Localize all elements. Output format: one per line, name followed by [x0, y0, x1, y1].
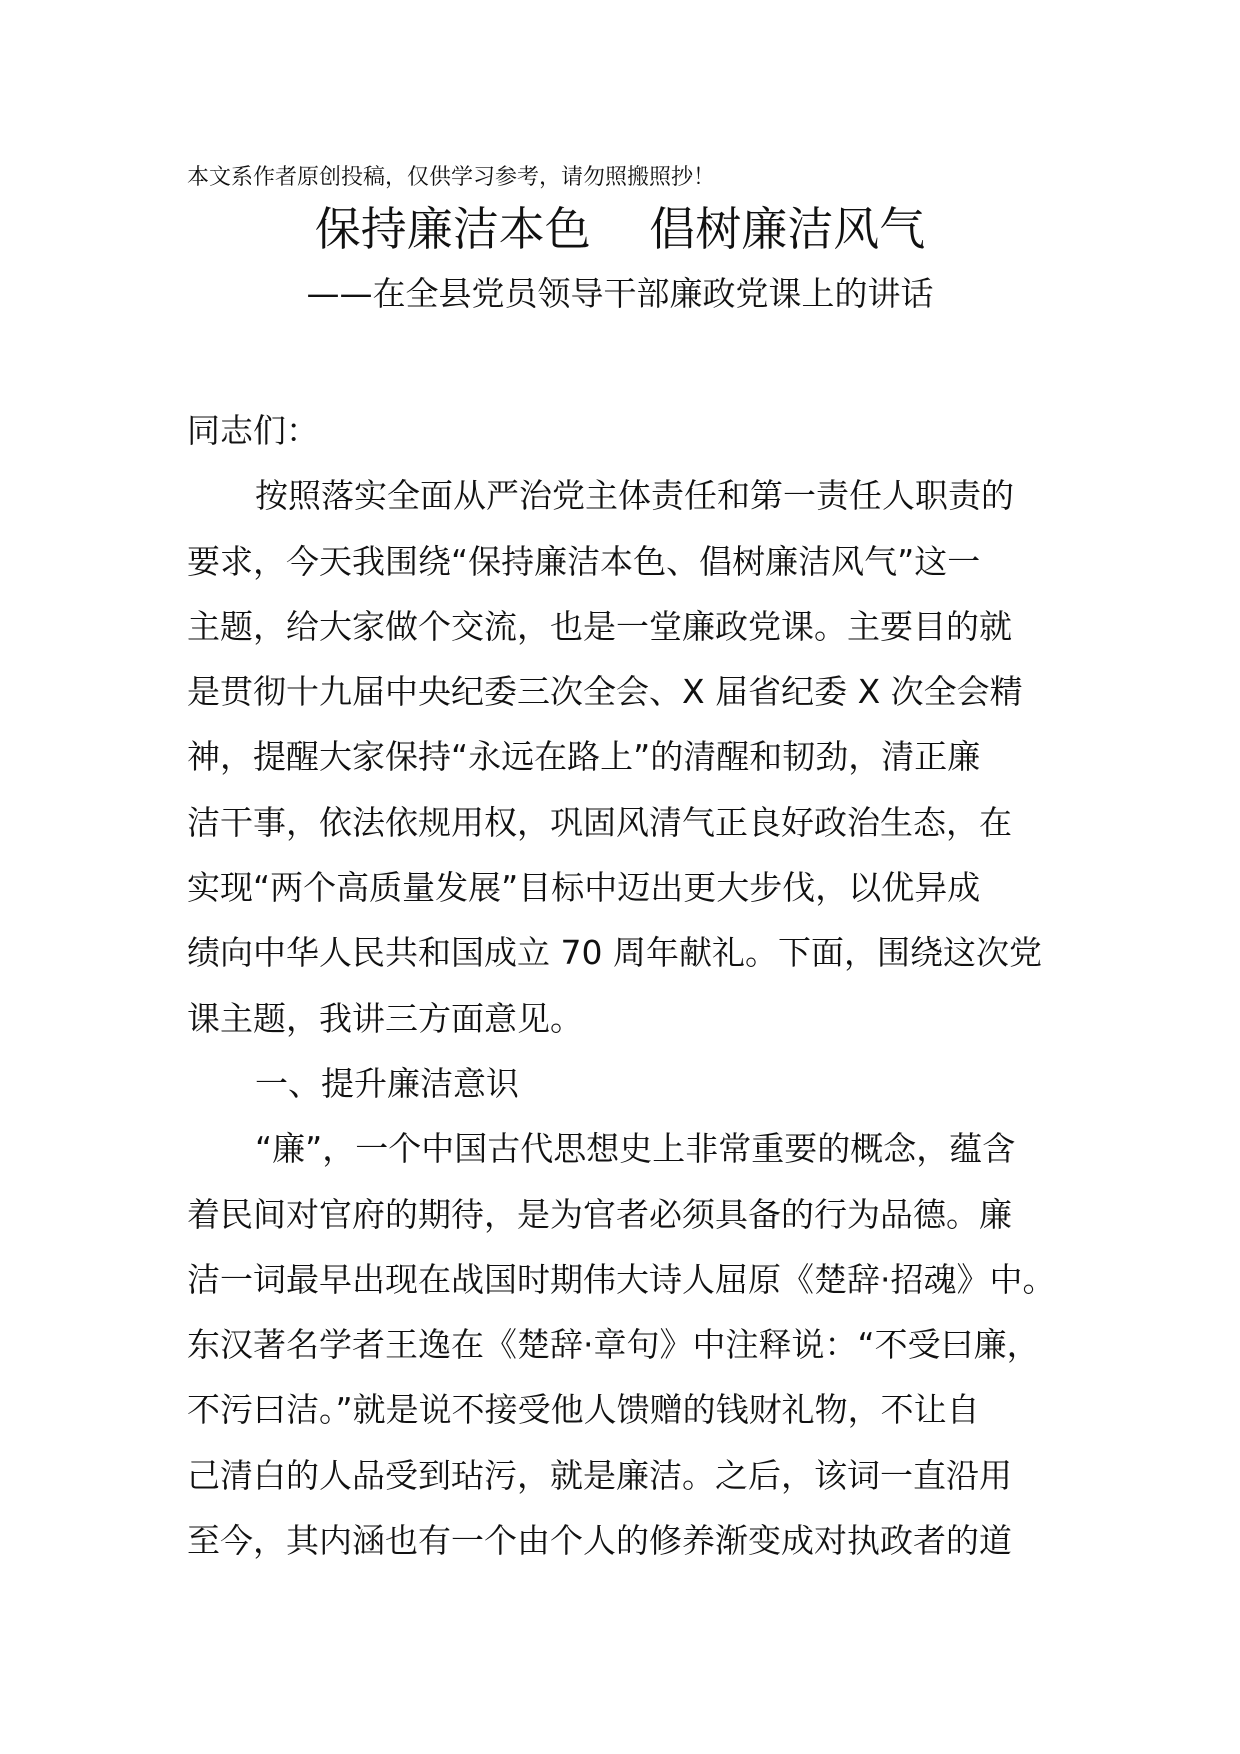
- salutation: 同志们：: [187, 411, 319, 450]
- section-heading: 一、提升廉洁意识: [255, 1063, 519, 1103]
- body-line: 要求，今天我围绕“保持廉洁本色、倡树廉洁风气”这一: [187, 541, 981, 581]
- body-line: 着民间对官府的期待，是为官者必须具备的行为品德。廉: [187, 1194, 1012, 1234]
- body-line: 实现“两个高质量发展”目标中迈出更大步伐，以优异成: [187, 868, 981, 908]
- body-line: 不污曰洁。”就是说不接受他人馈赠的钱财礼物，不让自: [187, 1390, 980, 1430]
- body-line: 神，提醒大家保持“永远在路上”的清醒和韧劲，清正廉: [187, 737, 981, 777]
- speech-body: [187, 398, 1087, 1573]
- body-line: 洁一词最早出现在战国时期伟大诗人屈原《楚辞·招魂》中。: [187, 1259, 1056, 1299]
- body-line: 洁干事，依法依规用权，巩固风清气正良好政治生态，在: [187, 802, 1012, 842]
- body-line: 课主题，我讲三方面意见。: [187, 998, 583, 1038]
- copyright-notice: 本文系作者原创投稿，仅供学习参考，请勿照搬照抄！: [187, 165, 716, 190]
- body-line: 主题，给大家做个交流，也是一堂廉政党课。主要目的就: [187, 606, 1012, 646]
- body-line: “廉”，一个中国古代思想史上非常重要的概念，蕴含: [255, 1129, 1016, 1169]
- body-line: 按照落实全面从严治党主体责任和第一责任人职责的: [255, 476, 1014, 516]
- document-subtitle: ——在全县党员领导干部廉政党课上的讲话: [306, 274, 934, 313]
- body-line: 东汉著名学者王逸在《楚辞·章句》中注释说：“不受曰廉，: [187, 1325, 1040, 1365]
- document-title: 保持廉洁本色 倡树廉洁风气: [314, 202, 926, 256]
- body-line: 己清白的人品受到玷污，就是廉洁。之后，该词一直沿用: [187, 1455, 1012, 1495]
- body-line: 是贯彻十九届中央纪委三次全会、X 届省纪委 X 次全会精: [187, 672, 1023, 712]
- body-line: 绩向中华人民共和国成立 70 周年献礼。下面，围绕这次党: [187, 933, 1042, 973]
- body-line: 至今，其内涵也有一个由个人的修养渐变成对执政者的道: [187, 1521, 1012, 1561]
